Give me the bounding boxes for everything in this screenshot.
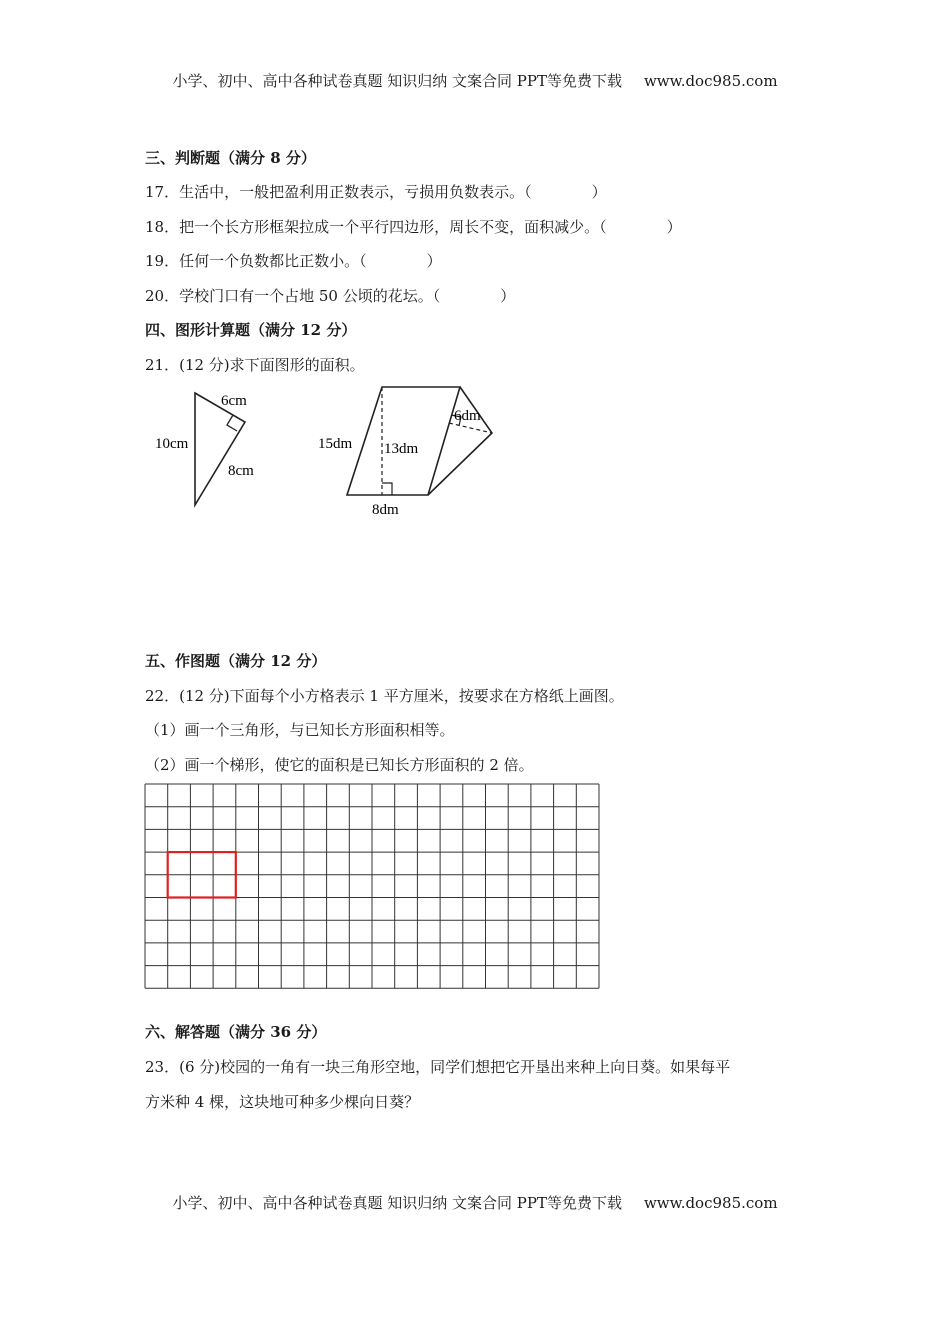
question-22-part-2: （2）画一个梯形，使它的面积是已知长方形面积的 2 倍。: [145, 756, 534, 774]
label-13dm: 13dm: [384, 441, 419, 457]
label-6dm: 6dm: [454, 408, 481, 424]
footer-text: 小学、初中、高中各种试卷真题 知识归纳 文案合同 PPT等免费下载: [172, 1194, 622, 1212]
label-8dm: 8dm: [372, 502, 399, 518]
question-21: 21．(12 分)求下面图形的面积。: [145, 356, 365, 374]
question-18: 18．把一个长方形框架拉成一个平行四边形，周长不变，面积减少。（ ）: [145, 218, 682, 236]
page-footer: [0, 1192, 950, 1213]
section-6-title: 六、解答题（满分 36 分）: [145, 1023, 327, 1041]
grid-paper[interactable]: [144, 783, 602, 995]
triangle-shape: [195, 393, 245, 505]
right-angle-marker-base: [382, 483, 392, 495]
page-header: [0, 70, 950, 91]
section-3-title: 三、判断题（满分 8 分）: [145, 149, 316, 167]
question-22: 22．(12 分)下面每个小方格表示 1 平方厘米，按要求在方格纸上画图。: [145, 687, 624, 705]
footer-url[interactable]: www.doc985.com: [643, 1194, 778, 1212]
section-4-title: 四、图形计算题（满分 12 分）: [145, 321, 357, 339]
parallelogram-triangle-figure: [310, 378, 510, 523]
question-23-line-1: 23．(6 分)校园的一角有一块三角形空地，同学们想把它开垦出来种上向日葵。如果每平: [145, 1058, 731, 1076]
question-22-part-1: （1）画一个三角形，与已知长方形面积相等。: [145, 721, 455, 739]
label-8cm: 8cm: [228, 463, 254, 479]
question-23-line-2: 方米种 4 棵，这块地可种多少棵向日葵？: [145, 1093, 420, 1111]
question-17: 17．生活中，一般把盈利用正数表示，亏损用负数表示。（ ）: [145, 183, 607, 201]
label-10cm: 10cm: [155, 436, 189, 452]
section-5-title: 五、作图题（满分 12 分）: [145, 652, 327, 670]
header-url[interactable]: www.doc985.com: [643, 72, 778, 90]
header-text: 小学、初中、高中各种试卷真题 知识归纳 文案合同 PPT等免费下载: [172, 72, 622, 90]
question-20: 20．学校门口有一个占地 50 公顷的花坛。（ ）: [145, 287, 516, 305]
right-triangle-figure: [145, 385, 275, 515]
question-19: 19．任何一个负数都比正数小。（ ）: [145, 252, 442, 270]
triangle-shape: [428, 387, 492, 495]
label-6cm: 6cm: [221, 393, 247, 409]
label-15dm: 15dm: [318, 436, 353, 452]
